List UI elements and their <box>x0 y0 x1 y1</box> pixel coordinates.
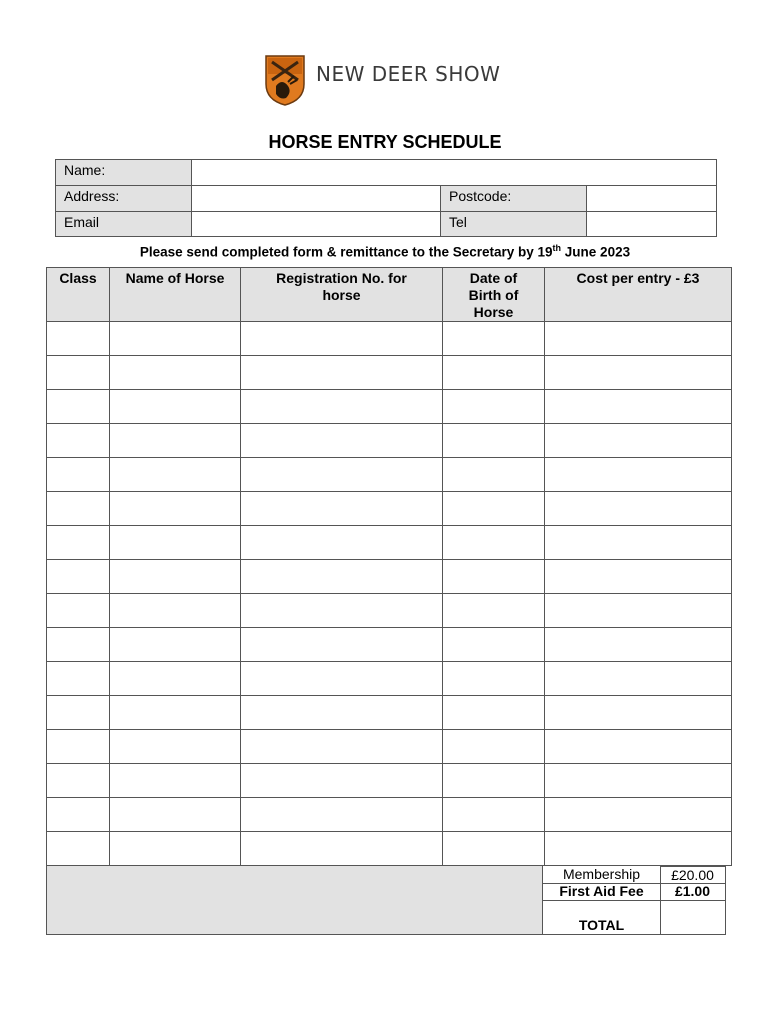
name-field[interactable] <box>191 159 717 186</box>
submission-notice: Please send completed form & remittance to the Secretary by 19th June 2023 <box>139 243 631 260</box>
entry-cell-cost[interactable] <box>545 424 732 458</box>
table-row <box>47 764 732 798</box>
entry-cell-registration[interactable] <box>241 832 443 866</box>
total-value-field[interactable] <box>660 900 726 935</box>
entry-cell-horse[interactable] <box>110 560 241 594</box>
entry-cell-registration[interactable] <box>241 628 443 662</box>
entry-cell-horse[interactable] <box>110 764 241 798</box>
entry-cell-cost[interactable] <box>545 628 732 662</box>
table-row <box>47 696 732 730</box>
entry-cell-registration[interactable] <box>241 458 443 492</box>
entry-cell-horse[interactable] <box>110 458 241 492</box>
entry-cell-class[interactable] <box>47 424 110 458</box>
entry-cell-cost[interactable] <box>545 458 732 492</box>
header-horse-name: Name of Horse <box>110 268 241 322</box>
table-row <box>47 560 732 594</box>
entry-cell-horse[interactable] <box>110 492 241 526</box>
entry-cell-cost[interactable] <box>545 390 732 424</box>
total-label: TOTAL <box>542 900 661 935</box>
entry-cell-cost[interactable] <box>545 730 732 764</box>
first-aid-label: First Aid Fee <box>542 883 661 901</box>
entry-cell-registration[interactable] <box>241 390 443 424</box>
entry-cell-dob[interactable] <box>443 628 545 662</box>
entry-cell-class[interactable] <box>47 764 110 798</box>
entry-cell-cost[interactable] <box>545 356 732 390</box>
entry-cell-dob[interactable] <box>443 764 545 798</box>
entry-cell-cost[interactable] <box>545 764 732 798</box>
table-row <box>47 832 732 866</box>
email-field[interactable] <box>191 211 441 237</box>
entry-cell-horse[interactable] <box>110 662 241 696</box>
tel-field[interactable] <box>586 211 717 237</box>
table-row <box>47 662 732 696</box>
entry-cell-horse[interactable] <box>110 594 241 628</box>
entry-cell-horse[interactable] <box>110 356 241 390</box>
entry-cell-horse[interactable] <box>110 832 241 866</box>
header-class: Class <box>47 268 110 322</box>
membership-label: Membership <box>542 866 661 884</box>
entry-cell-dob[interactable] <box>443 696 545 730</box>
tel-label: Tel <box>440 211 587 237</box>
entry-cell-class[interactable] <box>47 560 110 594</box>
table-row <box>47 458 732 492</box>
name-label: Name: <box>55 159 192 186</box>
address-field[interactable] <box>191 185 441 212</box>
entry-cell-cost[interactable] <box>545 560 732 594</box>
shield-crest-icon <box>264 54 306 106</box>
entry-cell-dob[interactable] <box>443 832 545 866</box>
membership-value: £20.00 <box>660 866 726 884</box>
table-row <box>47 424 732 458</box>
entry-cell-class[interactable] <box>47 526 110 560</box>
entry-cell-registration[interactable] <box>241 798 443 832</box>
header-dob: Date of Birth of Horse <box>443 268 545 322</box>
table-row <box>47 628 732 662</box>
entry-cell-dob[interactable] <box>443 492 545 526</box>
entry-cell-class[interactable] <box>47 322 110 356</box>
brand-name: NEW DEER SHOW <box>316 62 501 86</box>
table-row <box>47 356 732 390</box>
entry-cell-dob[interactable] <box>443 424 545 458</box>
page-title: HORSE ENTRY SCHEDULE <box>268 132 502 152</box>
table-row <box>47 492 732 526</box>
entry-cell-horse[interactable] <box>110 798 241 832</box>
postcode-field[interactable] <box>586 185 717 212</box>
header-registration: Registration No. for horse <box>241 268 443 322</box>
entry-cell-class[interactable] <box>47 458 110 492</box>
entry-cell-dob[interactable] <box>443 594 545 628</box>
entry-cell-dob[interactable] <box>443 798 545 832</box>
entry-cell-dob[interactable] <box>443 730 545 764</box>
entry-cell-registration[interactable] <box>241 662 443 696</box>
address-label: Address: <box>55 185 192 212</box>
table-row <box>47 594 732 628</box>
entry-cell-registration[interactable] <box>241 492 443 526</box>
entry-cell-class[interactable] <box>47 390 110 424</box>
entry-cell-registration[interactable] <box>241 730 443 764</box>
entry-cell-horse[interactable] <box>110 526 241 560</box>
entry-cell-horse[interactable] <box>110 696 241 730</box>
entry-cell-registration[interactable] <box>241 322 443 356</box>
entry-cell-cost[interactable] <box>545 594 732 628</box>
entry-cell-class[interactable] <box>47 832 110 866</box>
entry-cell-dob[interactable] <box>443 356 545 390</box>
entry-cell-class[interactable] <box>47 662 110 696</box>
email-label: Email <box>55 211 192 237</box>
entry-cell-class[interactable] <box>47 730 110 764</box>
entry-cell-registration[interactable] <box>241 424 443 458</box>
entry-cell-cost[interactable] <box>545 322 732 356</box>
entry-cell-registration[interactable] <box>241 526 443 560</box>
footer-shaded-area <box>46 866 543 935</box>
entry-cell-cost[interactable] <box>545 526 732 560</box>
table-row <box>47 526 732 560</box>
entry-cell-dob[interactable] <box>443 322 545 356</box>
table-row <box>47 798 732 832</box>
entry-cell-class[interactable] <box>47 696 110 730</box>
entry-cell-registration[interactable] <box>241 594 443 628</box>
entry-cell-cost[interactable] <box>545 798 732 832</box>
entry-cell-registration[interactable] <box>241 356 443 390</box>
entry-cell-registration[interactable] <box>241 696 443 730</box>
header-cost: Cost per entry - £3 <box>545 268 732 322</box>
entry-cell-class[interactable] <box>47 492 110 526</box>
entry-cell-horse[interactable] <box>110 424 241 458</box>
entry-cell-registration[interactable] <box>241 764 443 798</box>
entry-cell-class[interactable] <box>47 798 110 832</box>
entry-cell-class[interactable] <box>47 628 110 662</box>
entry-cell-class[interactable] <box>47 594 110 628</box>
entry-cell-dob[interactable] <box>443 526 545 560</box>
entry-cell-cost[interactable] <box>545 696 732 730</box>
entry-cell-registration[interactable] <box>241 560 443 594</box>
postcode-label: Postcode: <box>440 185 587 212</box>
first-aid-value: £1.00 <box>660 883 726 901</box>
entry-cell-horse[interactable] <box>110 390 241 424</box>
table-row <box>47 390 732 424</box>
entry-cell-class[interactable] <box>47 356 110 390</box>
entries-table <box>46 267 732 866</box>
table-row <box>47 322 732 356</box>
entry-cell-horse[interactable] <box>110 730 241 764</box>
entry-cell-horse[interactable] <box>110 322 241 356</box>
brand-logo <box>264 54 514 106</box>
table-row <box>47 730 732 764</box>
entry-cell-dob[interactable] <box>443 390 545 424</box>
entry-cell-cost[interactable] <box>545 662 732 696</box>
entry-cell-horse[interactable] <box>110 628 241 662</box>
entry-cell-cost[interactable] <box>545 492 732 526</box>
entry-cell-dob[interactable] <box>443 662 545 696</box>
entry-cell-dob[interactable] <box>443 560 545 594</box>
entry-cell-dob[interactable] <box>443 458 545 492</box>
entry-cell-cost[interactable] <box>545 832 732 866</box>
